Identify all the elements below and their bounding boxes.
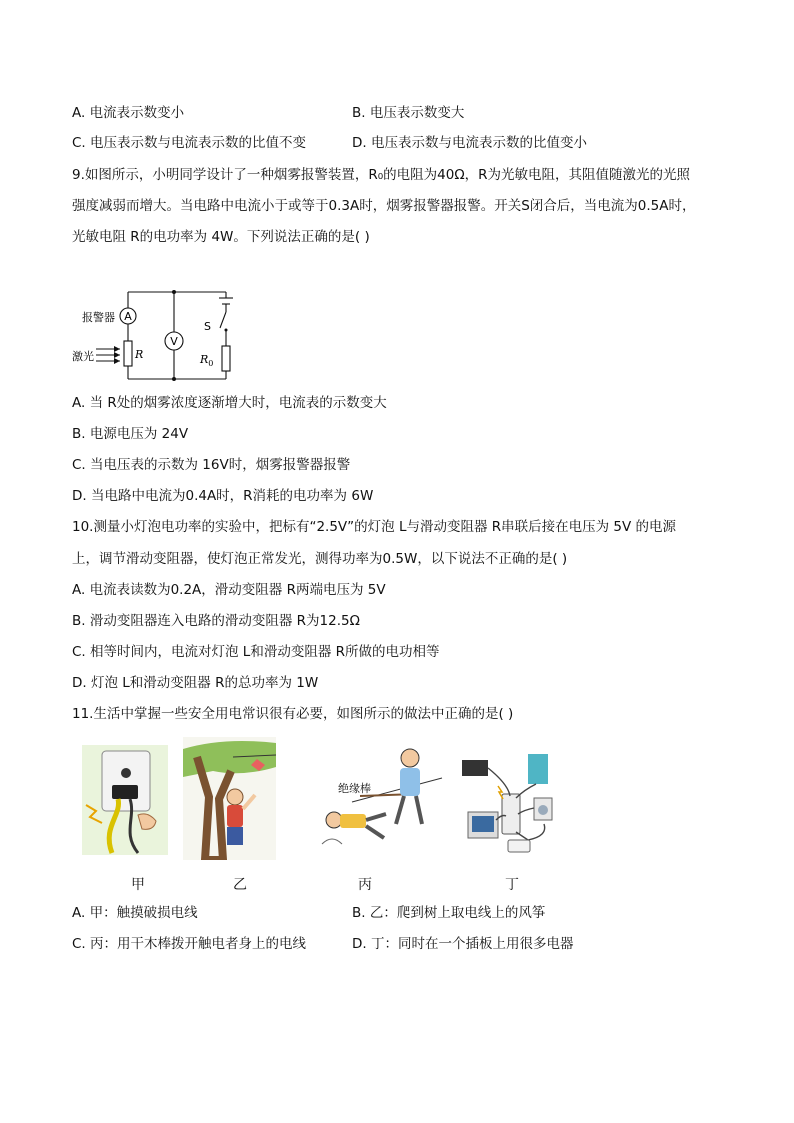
q8-option-a: A. 电流表示数变小 <box>72 105 185 121</box>
caption-bing: 丙 <box>358 877 372 893</box>
q11-stem: 11.生活中掌握一些安全用电常识很有必要，如图所示的做法中正确的是( ) <box>72 706 514 722</box>
q10-option-a: A. 电流表读数为0.2A，滑动变阻器 R两端电压为 5V <box>72 582 386 598</box>
picture-yi-tree-climbing <box>183 737 276 860</box>
picture-bing-insulating-rod <box>312 744 447 856</box>
picture-jia-damaged-wire <box>82 745 168 855</box>
q9-option-c: C. 当电压表的示数为 16V时，烟雾报警器报警 <box>72 457 351 473</box>
q11-option-a: A. 甲：触摸破损电线 <box>72 905 198 921</box>
resistor-r0-label: $R_0$ <box>200 353 214 368</box>
q9-circuit-diagram <box>68 284 248 384</box>
q9-stem-line-1: 9.如图所示，小明同学设计了一种烟雾报警装置，R₀的电阻为40Ω，R为光敏电阻，其阻值随激光的光照 <box>72 167 691 183</box>
q11-option-b: B. 乙：爬到树上取电线上的风筝 <box>352 905 546 921</box>
q10-option-b: B. 滑动变阻器连入电路的滑动变阻器 R为12.5Ω <box>72 613 360 629</box>
q10-stem-line-2: 上，调节滑动变阻器，使灯泡正常发光，测得功率为0.5W，以下说法不正确的是( ) <box>72 551 568 567</box>
q9-stem-line-2: 强度减弱而增大。当电路中电流小于或等于0.3A时，烟雾报警器报警。开关S闭合后，当电流为0.5A时， <box>72 198 696 214</box>
q8-option-d: D. 电压表示数与电流表示数的比值变小 <box>352 135 587 151</box>
switch-label: S <box>204 320 211 333</box>
ammeter-label: A <box>124 310 132 323</box>
caption-jia: 甲 <box>131 877 145 893</box>
q8-option-c: C. 电压表示数与电流表示数的比值不变 <box>72 135 307 151</box>
q11-option-c: C. 丙：用干木棒拨开触电者身上的电线 <box>72 936 307 952</box>
resistor-r-label: R <box>135 348 144 361</box>
caption-ding: 丁 <box>505 877 519 893</box>
caption-yi: 乙 <box>233 877 247 893</box>
q11-option-d: D. 丁：同时在一个插板上用很多电器 <box>352 936 574 952</box>
q9-stem-line-3: 光敏电阻 R的电功率为 4W。下列说法正确的是( ) <box>72 229 370 245</box>
q8-option-b: B. 电压表示数变大 <box>352 105 465 121</box>
picture-ding-overloaded-strip <box>458 744 568 856</box>
insulating-rod-label: 绝缘棒 <box>338 782 371 795</box>
q10-option-c: C. 相等时间内，电流对灯泡 L和滑动变阻器 R所做的电功相等 <box>72 644 440 660</box>
alarm-label: 报警器 <box>82 311 115 324</box>
laser-label: 激光 <box>72 350 94 363</box>
q9-option-a: A. 当 R处的烟雾浓度逐渐增大时，电流表的示数变大 <box>72 395 387 411</box>
q9-option-b: B. 电源电压为 24V <box>72 426 189 442</box>
q10-option-d: D. 灯泡 L和滑动变阻器 R的总功率为 1W <box>72 675 319 691</box>
q10-stem-line-1: 10.测量小灯泡电功率的实验中，把标有“2.5V”的灯泡 L与滑动变阻器 R串联后接在电压为 5V 的电源 <box>72 519 677 535</box>
voltmeter-label: V <box>170 335 178 348</box>
q9-option-d: D. 当电路中电流为0.4A时，R消耗的电功率为 6W <box>72 488 374 504</box>
